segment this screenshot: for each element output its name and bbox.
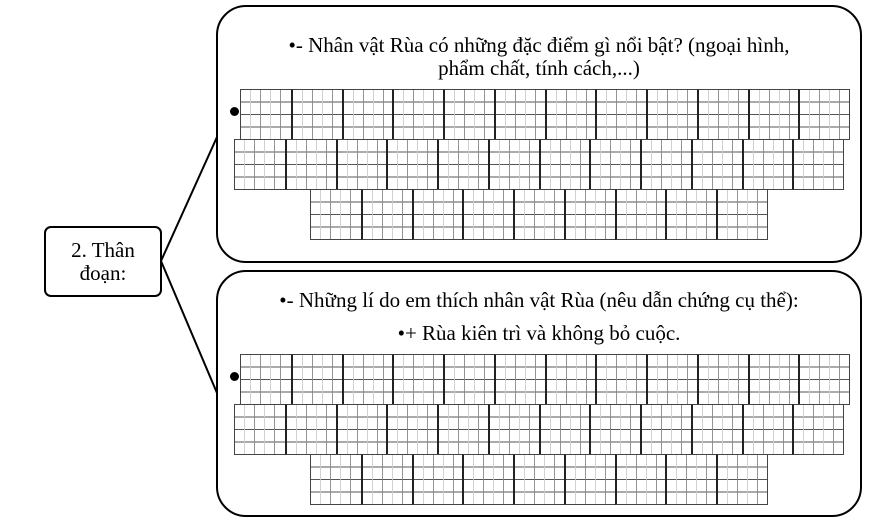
- writing-grid-cell[interactable]: [665, 454, 716, 505]
- writing-grid-cell[interactable]: [342, 89, 393, 140]
- section-label-line1: 2. Thân: [71, 237, 135, 262]
- writing-grid-cell[interactable]: [748, 354, 799, 405]
- prompt-traits-line1: •- Nhân vật Rùa có những đặc điểm gì nổi bật? (ngoại hình,: [288, 33, 790, 57]
- writing-grid-cell[interactable]: [443, 354, 494, 405]
- bullet-icon: [230, 107, 239, 116]
- writing-grid-row[interactable]: [310, 189, 768, 239]
- writing-grid-cell[interactable]: [545, 89, 596, 140]
- writing-grid-row[interactable]: [240, 89, 850, 139]
- writing-grid-cell[interactable]: [386, 404, 437, 455]
- writing-grid-cell[interactable]: [513, 454, 564, 505]
- writing-grid-cell[interactable]: [697, 89, 748, 140]
- writing-grid-cell[interactable]: [716, 189, 768, 240]
- prompt-reasons-line1: •- Những lí do em thích nhân vật Rùa (nêu dẫn chứng cụ thể):: [279, 288, 799, 312]
- writing-grid-cell[interactable]: [792, 139, 844, 190]
- writing-grid-cell[interactable]: [234, 404, 285, 455]
- writing-grid-cell[interactable]: [716, 454, 768, 505]
- writing-grid-cell[interactable]: [437, 139, 488, 190]
- writing-grid-cell[interactable]: [291, 89, 342, 140]
- writing-grid-row[interactable]: [234, 139, 844, 189]
- writing-grid-cell[interactable]: [443, 89, 494, 140]
- connector-to-bottom-panel: [161, 261, 217, 393]
- writing-grid-cell[interactable]: [798, 89, 850, 140]
- writing-grid-cell[interactable]: [615, 189, 666, 240]
- writing-grid-cell[interactable]: [589, 404, 640, 455]
- writing-grid-cell[interactable]: [646, 354, 697, 405]
- writing-grid-cell[interactable]: [240, 354, 291, 405]
- writing-grid-cell[interactable]: [539, 404, 590, 455]
- writing-grid-cell[interactable]: [539, 139, 590, 190]
- writing-grid-cell[interactable]: [513, 189, 564, 240]
- writing-grid-cell[interactable]: [240, 89, 291, 140]
- writing-grid-cell[interactable]: [342, 354, 393, 405]
- writing-grid-cell[interactable]: [386, 139, 437, 190]
- writing-grid-cell[interactable]: [640, 404, 691, 455]
- writing-grid-cell[interactable]: [494, 89, 545, 140]
- writing-grid-cell[interactable]: [798, 354, 850, 405]
- writing-grid-cell[interactable]: [361, 454, 412, 505]
- writing-grid-cell[interactable]: [336, 404, 387, 455]
- writing-grid-cell[interactable]: [310, 189, 361, 240]
- writing-grid-cell[interactable]: [392, 354, 443, 405]
- writing-grid-row[interactable]: [240, 354, 850, 404]
- writing-grid-cell[interactable]: [665, 189, 716, 240]
- writing-grid-row[interactable]: [310, 454, 768, 504]
- writing-grid-cell[interactable]: [646, 89, 697, 140]
- writing-grid-cell[interactable]: [488, 404, 539, 455]
- writing-grid-cell[interactable]: [488, 139, 539, 190]
- writing-grid-cell[interactable]: [336, 139, 387, 190]
- writing-grid-cell[interactable]: [589, 139, 640, 190]
- writing-grid-cell[interactable]: [691, 139, 742, 190]
- writing-grid-cell[interactable]: [564, 189, 615, 240]
- writing-grid-cell[interactable]: [691, 404, 742, 455]
- writing-grid-cell[interactable]: [742, 404, 793, 455]
- writing-grid-cell[interactable]: [392, 89, 443, 140]
- section-label-box: [44, 226, 162, 297]
- writing-grid-cell[interactable]: [412, 454, 463, 505]
- writing-grid-cell[interactable]: [697, 354, 748, 405]
- writing-grid-cell[interactable]: [462, 189, 513, 240]
- writing-grid-cell[interactable]: [494, 354, 545, 405]
- writing-grid-cell[interactable]: [285, 404, 336, 455]
- writing-grid-cell[interactable]: [462, 454, 513, 505]
- writing-grid-cell[interactable]: [291, 354, 342, 405]
- writing-grid-cell[interactable]: [310, 454, 361, 505]
- writing-grid-cell[interactable]: [564, 454, 615, 505]
- writing-grid-cell[interactable]: [545, 354, 596, 405]
- writing-grid-cell[interactable]: [595, 89, 646, 140]
- bullet-icon: [230, 372, 239, 381]
- writing-grid-cell[interactable]: [412, 189, 463, 240]
- writing-grid-cell[interactable]: [640, 139, 691, 190]
- connector-to-top-panel: [161, 137, 217, 261]
- writing-grid-cell[interactable]: [234, 139, 285, 190]
- prompt-traits-line2: phẩm chất, tính cách,...): [438, 56, 640, 80]
- section-label-line2: đoạn:: [79, 260, 127, 285]
- writing-grid-cell[interactable]: [361, 189, 412, 240]
- writing-grid-cell[interactable]: [792, 404, 844, 455]
- writing-grid-cell[interactable]: [615, 454, 666, 505]
- writing-grid-cell[interactable]: [742, 139, 793, 190]
- writing-grid-cell[interactable]: [285, 139, 336, 190]
- writing-grid-cell[interactable]: [437, 404, 488, 455]
- writing-grid-cell[interactable]: [748, 89, 799, 140]
- writing-grid-row[interactable]: [234, 404, 844, 454]
- writing-grid-cell[interactable]: [595, 354, 646, 405]
- prompt-reasons-line2: •+ Rùa kiên trì và không bỏ cuộc.: [397, 321, 681, 345]
